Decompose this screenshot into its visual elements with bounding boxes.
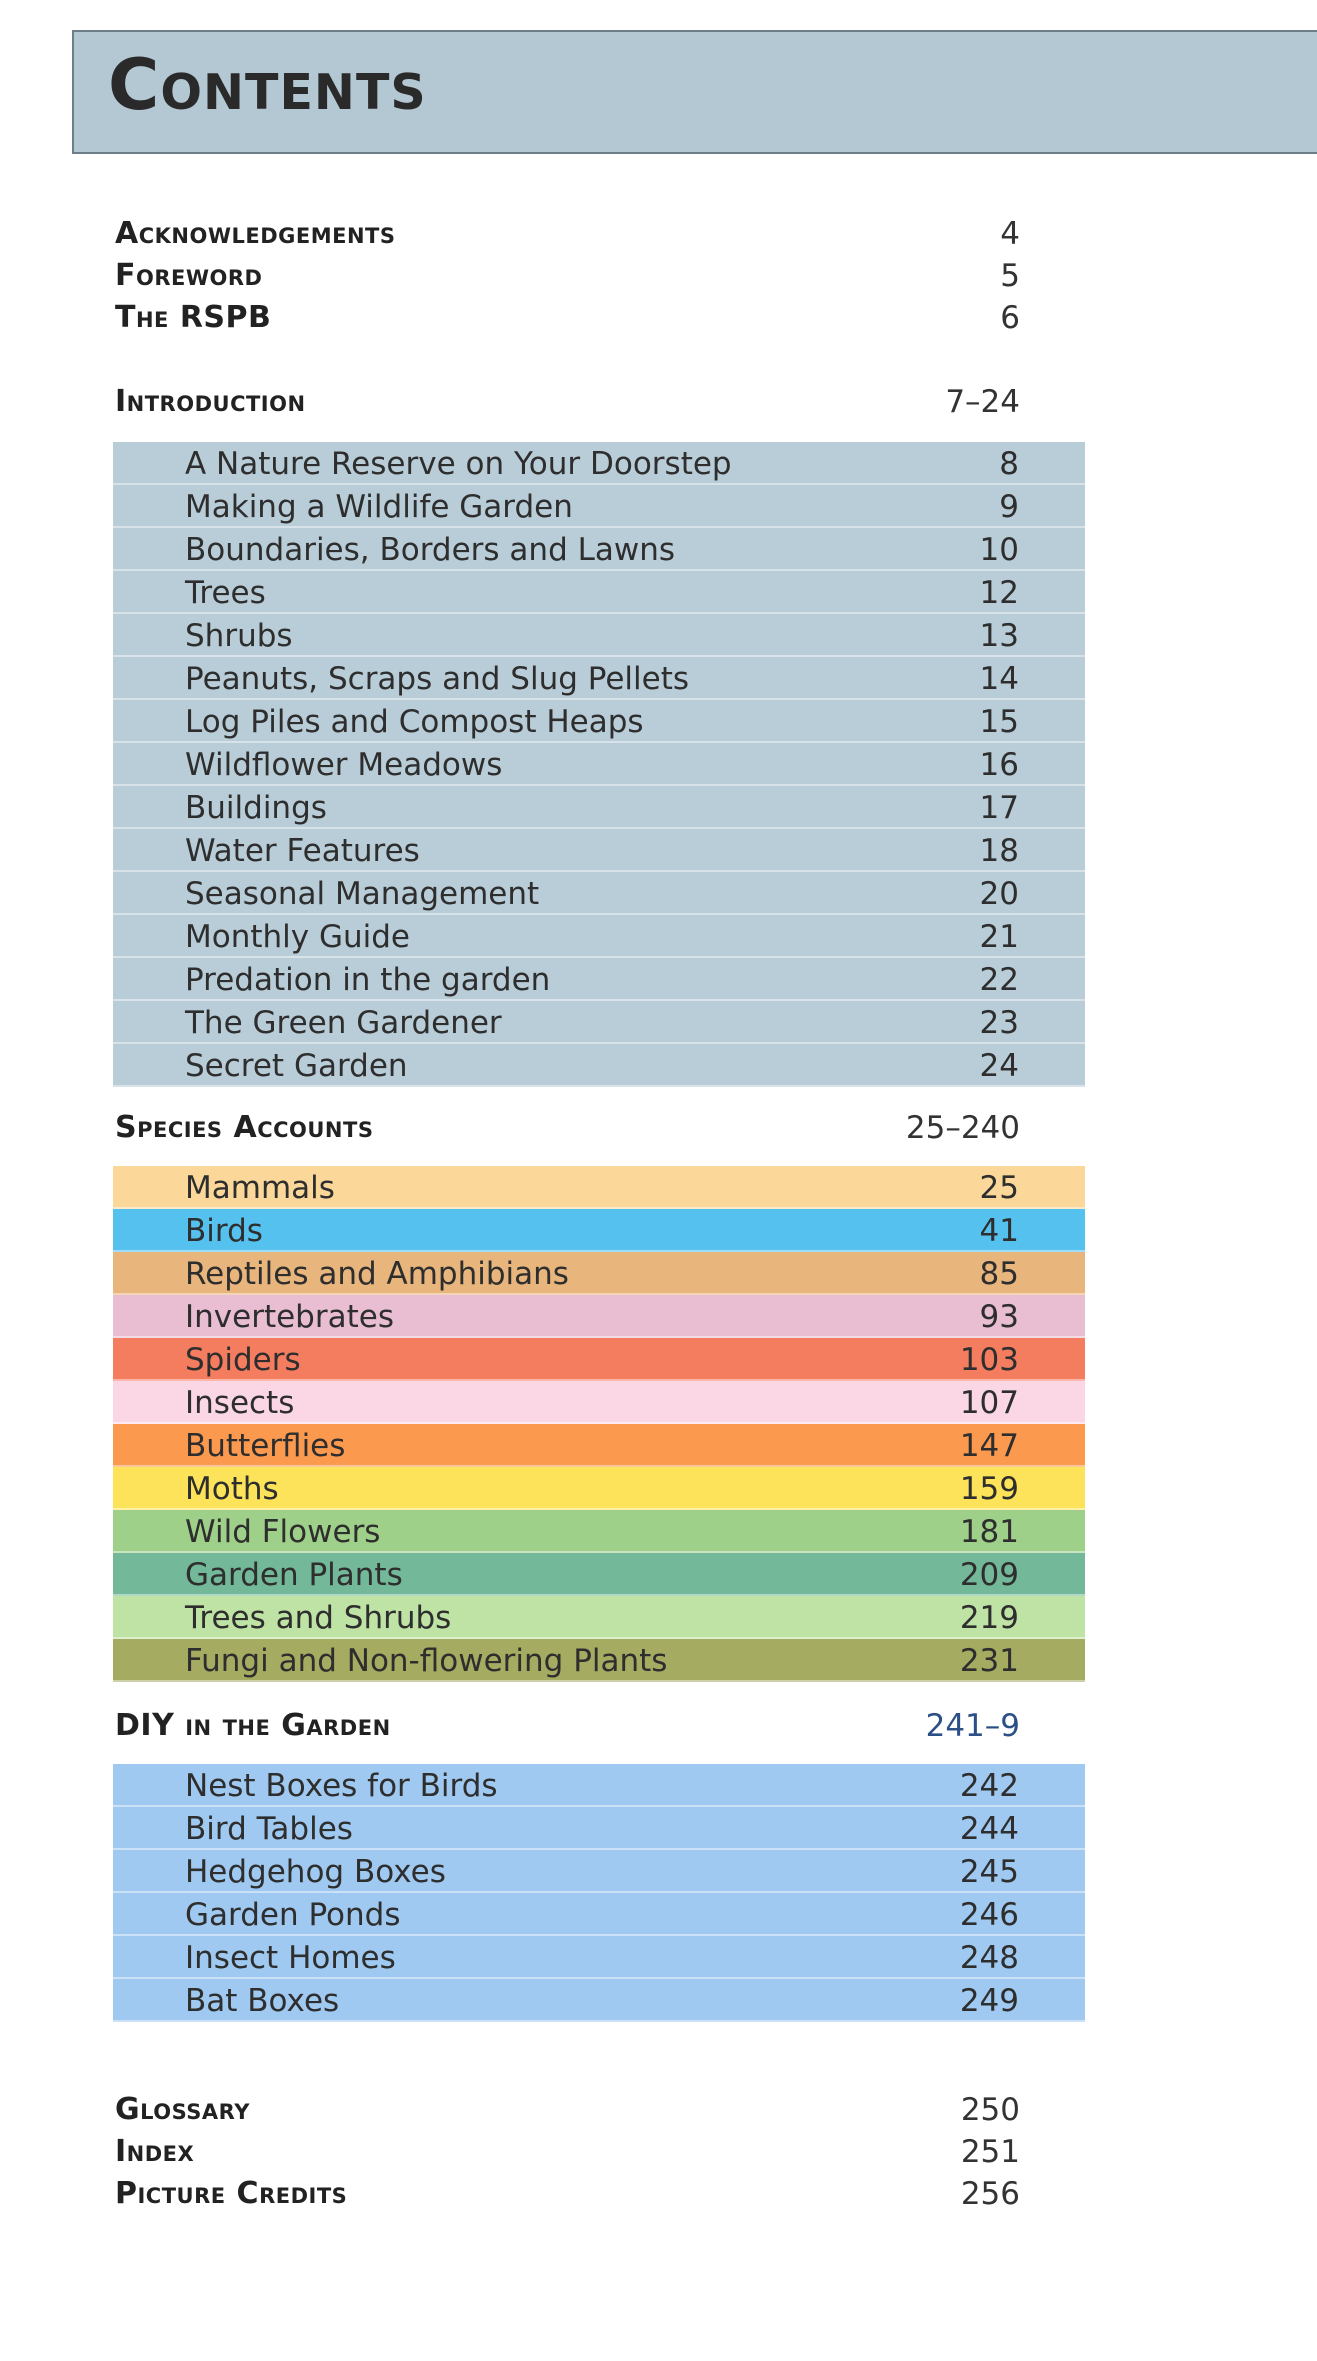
toc-row-page: 20: [979, 876, 1019, 912]
toc-row-page: 10: [979, 532, 1019, 568]
toc-entry-rspb[interactable]: [115, 300, 1020, 340]
toc-row[interactable]: [113, 657, 1085, 700]
toc-row[interactable]: [113, 1936, 1085, 1979]
toc-row[interactable]: [113, 1381, 1085, 1424]
toc-entry-page: 251: [960, 2134, 1020, 2170]
toc-row-page: 18: [979, 833, 1019, 869]
toc-row[interactable]: [113, 700, 1085, 743]
toc-entry-label: Index: [115, 2134, 195, 2169]
toc-entry-page: 250: [960, 2092, 1020, 2128]
toc-entry-page: 6: [1000, 300, 1020, 336]
toc-row[interactable]: [113, 485, 1085, 528]
toc-row-label: Shrubs: [185, 618, 293, 654]
toc-entry-foreword[interactable]: [115, 258, 1020, 298]
toc-row-label: Log Piles and Compost Heaps: [185, 704, 644, 740]
toc-row-label: The Green Gardener: [185, 1005, 502, 1041]
section-page-range: 241–9: [925, 1708, 1020, 1744]
toc-row-page: 24: [979, 1048, 1019, 1084]
toc-row-page: 248: [959, 1940, 1019, 1976]
toc-row[interactable]: [113, 571, 1085, 614]
toc-row-page: 209: [959, 1557, 1019, 1593]
toc-row-page: 12: [979, 575, 1019, 611]
toc-entry-index[interactable]: [115, 2134, 1020, 2174]
toc-row-label: Trees and Shrubs: [185, 1600, 452, 1636]
introduction-list: [113, 442, 1085, 1087]
species-accounts-list: [113, 1166, 1085, 1682]
section-label: Introduction: [115, 384, 306, 419]
toc-row-page: 245: [959, 1854, 1019, 1890]
toc-row-label: Birds: [185, 1213, 263, 1249]
toc-row-page: 17: [979, 790, 1019, 826]
toc-row[interactable]: [113, 1424, 1085, 1467]
toc-row-page: 14: [979, 661, 1019, 697]
toc-row-page: 231: [959, 1643, 1019, 1679]
toc-row[interactable]: [113, 1596, 1085, 1639]
toc-row-page: 23: [979, 1005, 1019, 1041]
toc-row[interactable]: [113, 1001, 1085, 1044]
toc-row[interactable]: [113, 1295, 1085, 1338]
toc-row-label: Reptiles and Amphibians: [185, 1256, 569, 1292]
toc-entry-label: Foreword: [115, 258, 263, 293]
toc-entry-label: The RSPB: [115, 300, 272, 335]
toc-entry-label: Picture Credits: [115, 2176, 348, 2211]
toc-row-label: Spiders: [185, 1342, 301, 1378]
toc-row-label: Bird Tables: [185, 1811, 353, 1847]
diy-list: [113, 1764, 1085, 2022]
toc-row-label: Fungi and Non-flowering Plants: [185, 1643, 668, 1679]
toc-row-page: 85: [979, 1256, 1019, 1292]
toc-row-page: 8: [999, 446, 1019, 482]
toc-row[interactable]: [113, 1166, 1085, 1209]
section-page-range: 7–24: [945, 384, 1020, 420]
toc-row-label: Monthly Guide: [185, 919, 411, 955]
toc-row-page: 181: [959, 1514, 1019, 1550]
toc-row[interactable]: [113, 1252, 1085, 1295]
toc-row-page: 16: [979, 747, 1019, 783]
toc-row-label: Secret Garden: [185, 1048, 408, 1084]
toc-row-label: Wildflower Meadows: [185, 747, 503, 783]
toc-row[interactable]: [113, 1764, 1085, 1807]
toc-entry-label: Acknowledgements: [115, 216, 396, 251]
toc-row-label: Predation in the garden: [185, 962, 551, 998]
toc-row-label: Insect Homes: [185, 1940, 396, 1976]
toc-row-label: Wild Flowers: [185, 1514, 381, 1550]
toc-row-page: 103: [959, 1342, 1019, 1378]
toc-entry-glossary[interactable]: [115, 2092, 1020, 2132]
toc-row-label: Bat Boxes: [185, 1983, 340, 2019]
toc-row-label: Peanuts, Scraps and Slug Pellets: [185, 661, 690, 697]
toc-row-page: 242: [959, 1768, 1019, 1804]
toc-row-page: 21: [979, 919, 1019, 955]
toc-row[interactable]: [113, 915, 1085, 958]
toc-entry-page: 5: [1000, 258, 1020, 294]
toc-row-label: Nest Boxes for Birds: [185, 1768, 498, 1804]
toc-row[interactable]: [113, 442, 1085, 485]
page-title: Contents: [108, 44, 427, 126]
toc-row[interactable]: [113, 1807, 1085, 1850]
section-heading-diy[interactable]: [115, 1708, 1020, 1748]
toc-row[interactable]: [113, 1893, 1085, 1936]
toc-row-page: 246: [959, 1897, 1019, 1933]
toc-row-label: Mammals: [185, 1170, 335, 1206]
contents-title-bar: [72, 30, 1317, 154]
section-label: DIY in the Garden: [115, 1708, 391, 1743]
toc-row-label: Trees: [185, 575, 266, 611]
toc-row-page: 219: [959, 1600, 1019, 1636]
toc-row-page: 93: [979, 1299, 1019, 1335]
toc-row[interactable]: [113, 829, 1085, 872]
toc-row-page: 41: [979, 1213, 1019, 1249]
toc-row-page: 9: [999, 489, 1019, 525]
toc-row-label: Hedgehog Boxes: [185, 1854, 446, 1890]
toc-entry-label: Glossary: [115, 2092, 250, 2127]
toc-row[interactable]: [113, 1044, 1085, 1087]
toc-row[interactable]: [113, 1979, 1085, 2022]
section-heading-species-accounts[interactable]: [115, 1110, 1020, 1150]
toc-row-page: 159: [959, 1471, 1019, 1507]
toc-row-label: A Nature Reserve on Your Doorstep: [185, 446, 732, 482]
toc-row[interactable]: [113, 1209, 1085, 1252]
toc-row-label: Moths: [185, 1471, 279, 1507]
toc-row[interactable]: [113, 786, 1085, 829]
toc-row-label: Butterflies: [185, 1428, 346, 1464]
toc-row[interactable]: [113, 528, 1085, 571]
toc-row[interactable]: [113, 1850, 1085, 1893]
toc-row-page: 147: [959, 1428, 1019, 1464]
toc-row-label: Making a Wildlife Garden: [185, 489, 573, 525]
toc-row[interactable]: [113, 1639, 1085, 1682]
toc-row-page: 249: [959, 1983, 1019, 2019]
section-page-range: 25–240: [905, 1110, 1020, 1146]
toc-entry-page: 4: [1000, 216, 1020, 252]
toc-row-page: 22: [979, 962, 1019, 998]
toc-row-page: 15: [979, 704, 1019, 740]
toc-row-label: Garden Ponds: [185, 1897, 401, 1933]
toc-row-label: Boundaries, Borders and Lawns: [185, 532, 676, 568]
toc-row[interactable]: [113, 1510, 1085, 1553]
toc-row-page: 13: [979, 618, 1019, 654]
section-label: Species Accounts: [115, 1110, 374, 1145]
toc-row[interactable]: [113, 958, 1085, 1001]
toc-row-label: Seasonal Management: [185, 876, 540, 912]
toc-row[interactable]: [113, 614, 1085, 657]
toc-row-page: 244: [959, 1811, 1019, 1847]
toc-row-label: Insects: [185, 1385, 295, 1421]
toc-row-label: Invertebrates: [185, 1299, 394, 1335]
toc-row[interactable]: [113, 743, 1085, 786]
section-heading-introduction[interactable]: [115, 384, 1020, 424]
toc-row-page: 25: [979, 1170, 1019, 1206]
toc-row[interactable]: [113, 1467, 1085, 1510]
toc-entry-picture-credits[interactable]: [115, 2176, 1020, 2216]
toc-entry-acknowledgements[interactable]: [115, 216, 1020, 256]
toc-row[interactable]: [113, 1338, 1085, 1381]
toc-row-label: Garden Plants: [185, 1557, 403, 1593]
toc-row[interactable]: [113, 1553, 1085, 1596]
toc-entry-page: 256: [960, 2176, 1020, 2212]
toc-row-label: Buildings: [185, 790, 327, 826]
toc-row-page: 107: [959, 1385, 1019, 1421]
toc-row[interactable]: [113, 872, 1085, 915]
toc-row-label: Water Features: [185, 833, 420, 869]
